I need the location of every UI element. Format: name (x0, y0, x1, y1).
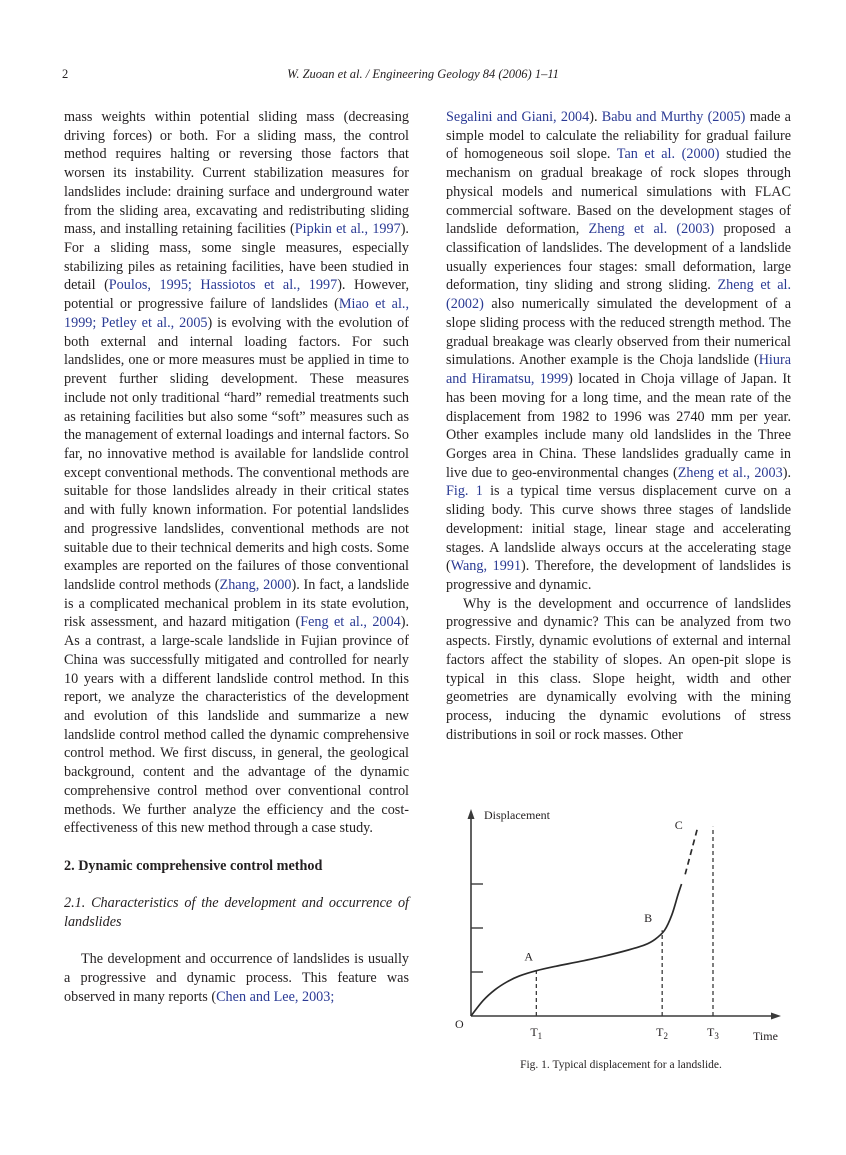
text-run: ) is evolving with the evolution of both external and internal loading factors. For such landslides, one or more measures must be applied in time to prevent further sliding development. These measures include not only traditional “hard” remedial treatments such as retaining facilities but also some “soft” measures such as the management of external loadings and internal factors. So far, no innovative method is available for landslide control except conventional methods. The conventional methods are suitable for those landslides already in their critical states and with fully known information. For potential landslides and progressive landslides, conventional methods are not suitable due to their technical demerits and high costs. Some examples are reported on the failures of those conventional landslide control methods ( (64, 314, 409, 593)
reference-link[interactable]: Feng et al., 2004 (300, 614, 401, 631)
point-label-c: C (674, 817, 683, 832)
reference-link[interactable]: Zheng et al. (2003) (588, 221, 715, 238)
text-run: is a typical time versus displacement curve on a sliding body. This curve shows three stages of landslide development: initial stage, linear stage and accelerating stages. A landslide always occurs at the accelerating stage ( (446, 483, 791, 575)
text-run: ) located in Choja village of Japan. It has been moving for a long time, and the mean rate of the displacement from 1982 to 1996 was 2740 mm per year. Other examples include many old landslides in the Three Gorges area in China. These landslides gradually came in live due to geo-environmental changes ( (446, 371, 791, 481)
point-label-b: B (644, 911, 653, 926)
text-run: made a simple model to calculate the reliability for gradual failure of homogeneous soil slope. (446, 109, 791, 163)
x-axis-arrow-icon (771, 1013, 781, 1020)
series-displacement-curve (471, 884, 682, 1016)
reference-link[interactable]: Segalini and Giani, 2004 (446, 109, 590, 125)
left-column (64, 108, 409, 1006)
figure-1 (446, 795, 796, 1055)
spacer (64, 932, 409, 951)
text-run: ). For a sliding mass, some single measures, especially stabilizing piles as retaining facilities, have been studied in detail ( (64, 221, 409, 294)
reference-link[interactable]: Zheng et al., 2003 (677, 464, 783, 481)
y-axis-label: Displacement (484, 808, 550, 822)
text-run: Why is the development and occurrence of landslides progressive and dynamic? This can be analyzed from two aspects. Firstly, dynamic evolutions of external and internal factors affect the stability of slopes. An open-pit slope is typical in this class. Slope height, width and other geometries are dynamically evolving with the mining process, inducing the dynamic evolutions of stress distributions in soil or rock masses. Other (446, 595, 791, 743)
text-run: ). However, potential or progressive failure of landslides ( (64, 277, 409, 313)
paragraph (64, 108, 409, 838)
subsection-heading: 2.1. Characteristics of the development and occurrence of landslides (64, 895, 409, 930)
reference-link[interactable]: Fig. 1 (446, 483, 483, 500)
x-tick-label-t1: $T_1$ (530, 1025, 543, 1041)
reference-link[interactable]: Zhang, 2000 (219, 576, 292, 593)
reference-link[interactable]: Chen and Lee, 2003; (216, 988, 335, 1005)
text-run: ). In fact, a landslide is a complicated mechanical problem in its state evolution, risk assessment, and hazard mitigation ( (64, 576, 409, 631)
reference-link[interactable]: Babu and Murthy (2005) (601, 109, 746, 125)
text-run: proposed a classification of landslides. The development of a landslide usually experiences four stages: small deformation, large deformation, tiny sliding and strong sliding. (446, 221, 791, 294)
text-run: studied the mechanism on gradual breakage of rock slopes through physical models and numerical simulations with FLAC commercial software. Based on the development stages of landslide deformation, (446, 146, 791, 238)
origin-label: O (455, 1017, 464, 1031)
text-run: ). As a contrast, a large-scale landslide in Fujian province of China was successfully mitigated and controlled for nearly 10 years with a different landslide control method. In this report, we analyze the characteristics of the development and evolution of this landslide and summarize a new landslide control method called the dynamic comprehensive control method. We first discuss, in general, the geological background, content and the advantage of the dynamic comprehensive control method over conventional control methods. We further analyze the efficiency and the cost-effectiveness of this new method through a case study. (64, 614, 409, 837)
text-run: also numerically simulated the development of a slope sliding process with the reduced strength method. The gradual breakage was clearly observed from their numerical simulations. Another example is the Choja landslide ( (446, 296, 791, 369)
reference-link[interactable]: Tan et al. (2000) (616, 146, 720, 163)
text-run: ). (589, 109, 602, 125)
displacement-chart (446, 795, 796, 1055)
reference-link[interactable]: Hiura and Hiramatsu, 1999 (446, 352, 791, 388)
page-number: 2 (62, 67, 69, 81)
x-tick-label-t3: $T_3$ (707, 1025, 719, 1041)
y-axis-arrow-icon (468, 809, 475, 819)
journal-citation: W. Zuoan et al. / Engineering Geology 84 (2006) 1–11 (287, 67, 559, 81)
reference-link[interactable]: Pipkin et al., 1997 (294, 221, 401, 238)
x-tick-label-t2: $T_2$ (656, 1025, 669, 1041)
text-run: ). Therefore, the development of landslides is progressive and dynamic. (446, 558, 791, 593)
reference-link[interactable]: Wang, 1991 (450, 558, 522, 575)
text-run: The development and occurrence of landslides is usually a progressive and dynamic process. This feature was observed in many reports ( (64, 951, 409, 1005)
running-head (0, 67, 846, 85)
section-heading: 2. Dynamic comprehensive control method (64, 857, 323, 874)
text-run: ). (782, 464, 791, 481)
right-column (446, 108, 791, 744)
series-extrapolated-failure (685, 829, 697, 874)
x-axis-label: Time (753, 1029, 778, 1043)
reference-link[interactable]: Miao et al., 1999; Petley et al., 2005 (64, 296, 409, 331)
point-label-a: A (524, 949, 534, 964)
figure-caption: Fig. 1. Typical displacement for a landslide. (520, 1059, 722, 1071)
paragraph (446, 108, 791, 595)
reference-link[interactable]: Zheng et al. (2002) (446, 277, 791, 313)
paragraph (446, 595, 791, 745)
text-run: mass weights within potential sliding mass (decreasing driving forces) or both. For a sliding mass, the control method requires halting or reversing those factors that worsen its instability. Current stabilization measures for landslides include: draining surface and underground water from the sliding area, excavating and redistributing sliding mass, and installing retaining facilities ( (64, 109, 409, 238)
reference-link[interactable]: Poulos, 1995; Hassiotos et al., 1997 (108, 277, 338, 294)
paragraph (64, 950, 409, 1006)
